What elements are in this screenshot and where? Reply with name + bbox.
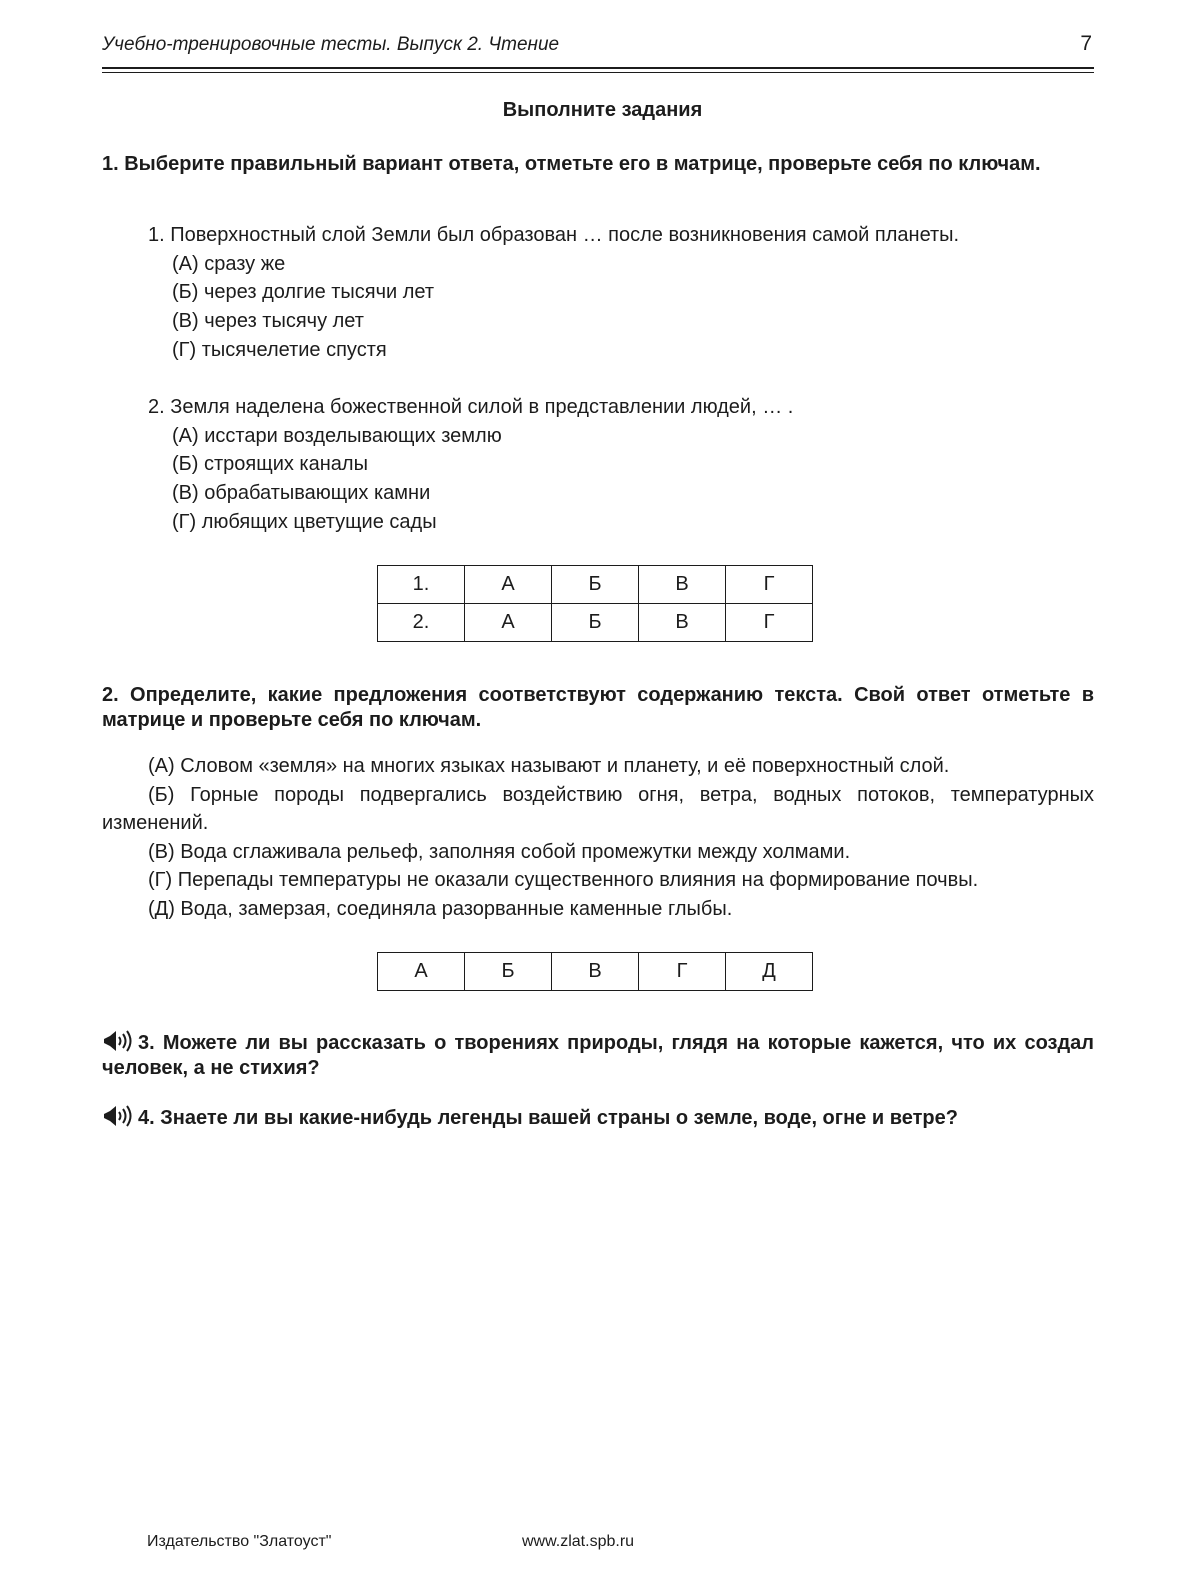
answer-matrix-task1 xyxy=(377,565,813,642)
task1-heading: 1. Выберите правильный вариант ответа, отметьте его в матрице, проверьте себя по ключам. xyxy=(102,153,1041,175)
answer-options xyxy=(148,250,959,365)
answer-option: (Б) через долгие тысячи лет xyxy=(172,281,435,304)
matrix-cell[interactable]: Г xyxy=(726,566,813,604)
answer-option: (Г) тысячелетие спустя xyxy=(172,338,387,361)
speaker-icon xyxy=(102,1030,134,1052)
footer-publisher: Издательство "Златоуст" xyxy=(147,1533,332,1550)
statement: (В) Вода сглаживала рельеф, заполняя собой промежутки между холмами. xyxy=(148,840,851,863)
matrix-cell[interactable]: Б xyxy=(552,604,639,642)
matrix-cell[interactable]: Б xyxy=(552,566,639,604)
question-text: 1. Поверхностный слой Земли был образован … после возникновения самой планеты. xyxy=(148,224,960,246)
question-2 xyxy=(148,393,793,537)
page-number: 7 xyxy=(1080,32,1092,55)
task4 xyxy=(102,1105,1094,1131)
matrix-row xyxy=(378,604,813,642)
answer-option: (А) исстари возделывающих землю xyxy=(172,424,502,447)
footer-url[interactable]: www.zlat.spb.ru xyxy=(522,1533,635,1550)
answer-option: (Б) строящих каналы xyxy=(172,453,368,476)
matrix-row-number: 2. xyxy=(378,604,465,642)
answer-option: (А) сразу же xyxy=(172,252,286,275)
matrix-cell[interactable]: А xyxy=(378,953,465,991)
page-header xyxy=(102,32,1094,60)
answer-option: (В) через тысячу лет xyxy=(172,310,364,333)
answer-options xyxy=(148,422,793,537)
statement: (Г) Перепады температуры не оказали существенного влияния на формирование почвы. xyxy=(148,869,979,892)
speaker-icon xyxy=(102,1105,134,1127)
answer-option: (В) обрабатывающих камни xyxy=(172,482,431,505)
task3-heading: 3. Можете ли вы рассказать о творениях природы, глядя на которые кажется, что их создал человек, а не стихия? xyxy=(102,1032,1094,1079)
answer-matrix-task2 xyxy=(377,952,813,991)
matrix-cell[interactable]: В xyxy=(552,953,639,991)
section-title: Выполните задания xyxy=(502,99,703,121)
statement: (А) Словом «земля» на многих языках называют и планету, и её поверхностный слой. xyxy=(148,755,950,777)
question-text: 2. Земля наделена божественной силой в представлении людей, … . xyxy=(148,396,794,418)
matrix-cell[interactable]: Д xyxy=(726,953,813,991)
matrix-row-number: 1. xyxy=(378,566,465,604)
header-rule-thin xyxy=(102,72,1094,73)
matrix-cell[interactable]: А xyxy=(465,566,552,604)
question-1 xyxy=(148,221,959,365)
matrix-cell[interactable]: А xyxy=(465,604,552,642)
statement: (Б) Горные породы подвергались воздействию огня, ветра, водных потоков, температурных изменений. xyxy=(102,783,1094,835)
matrix-cell[interactable]: Г xyxy=(726,604,813,642)
matrix-cell[interactable]: Г xyxy=(639,953,726,991)
matrix-cell[interactable]: В xyxy=(639,604,726,642)
answer-option: (Г) любящих цветущие сады xyxy=(172,510,437,533)
header-title: Учебно-тренировочные тесты. Выпуск 2. Чтение xyxy=(102,34,560,55)
task3 xyxy=(102,1030,1094,1081)
statement-list xyxy=(102,752,1094,924)
matrix-row xyxy=(378,953,813,991)
task4-heading: 4. Знаете ли вы какие-нибудь легенды вашей страны о земле, воде, огне и ветре? xyxy=(138,1107,958,1129)
statement: (Д) Вода, замерзая, соединяла разорванные каменные глыбы. xyxy=(148,897,733,920)
header-rule xyxy=(102,67,1094,69)
matrix-cell[interactable]: Б xyxy=(465,953,552,991)
matrix-row xyxy=(378,566,813,604)
task2-heading: 2. Определите, какие предложения соответствуют содержанию текста. Свой ответ отметьте в матрице и проверьте себя по ключам. xyxy=(102,684,1094,731)
matrix-cell[interactable]: В xyxy=(639,566,726,604)
